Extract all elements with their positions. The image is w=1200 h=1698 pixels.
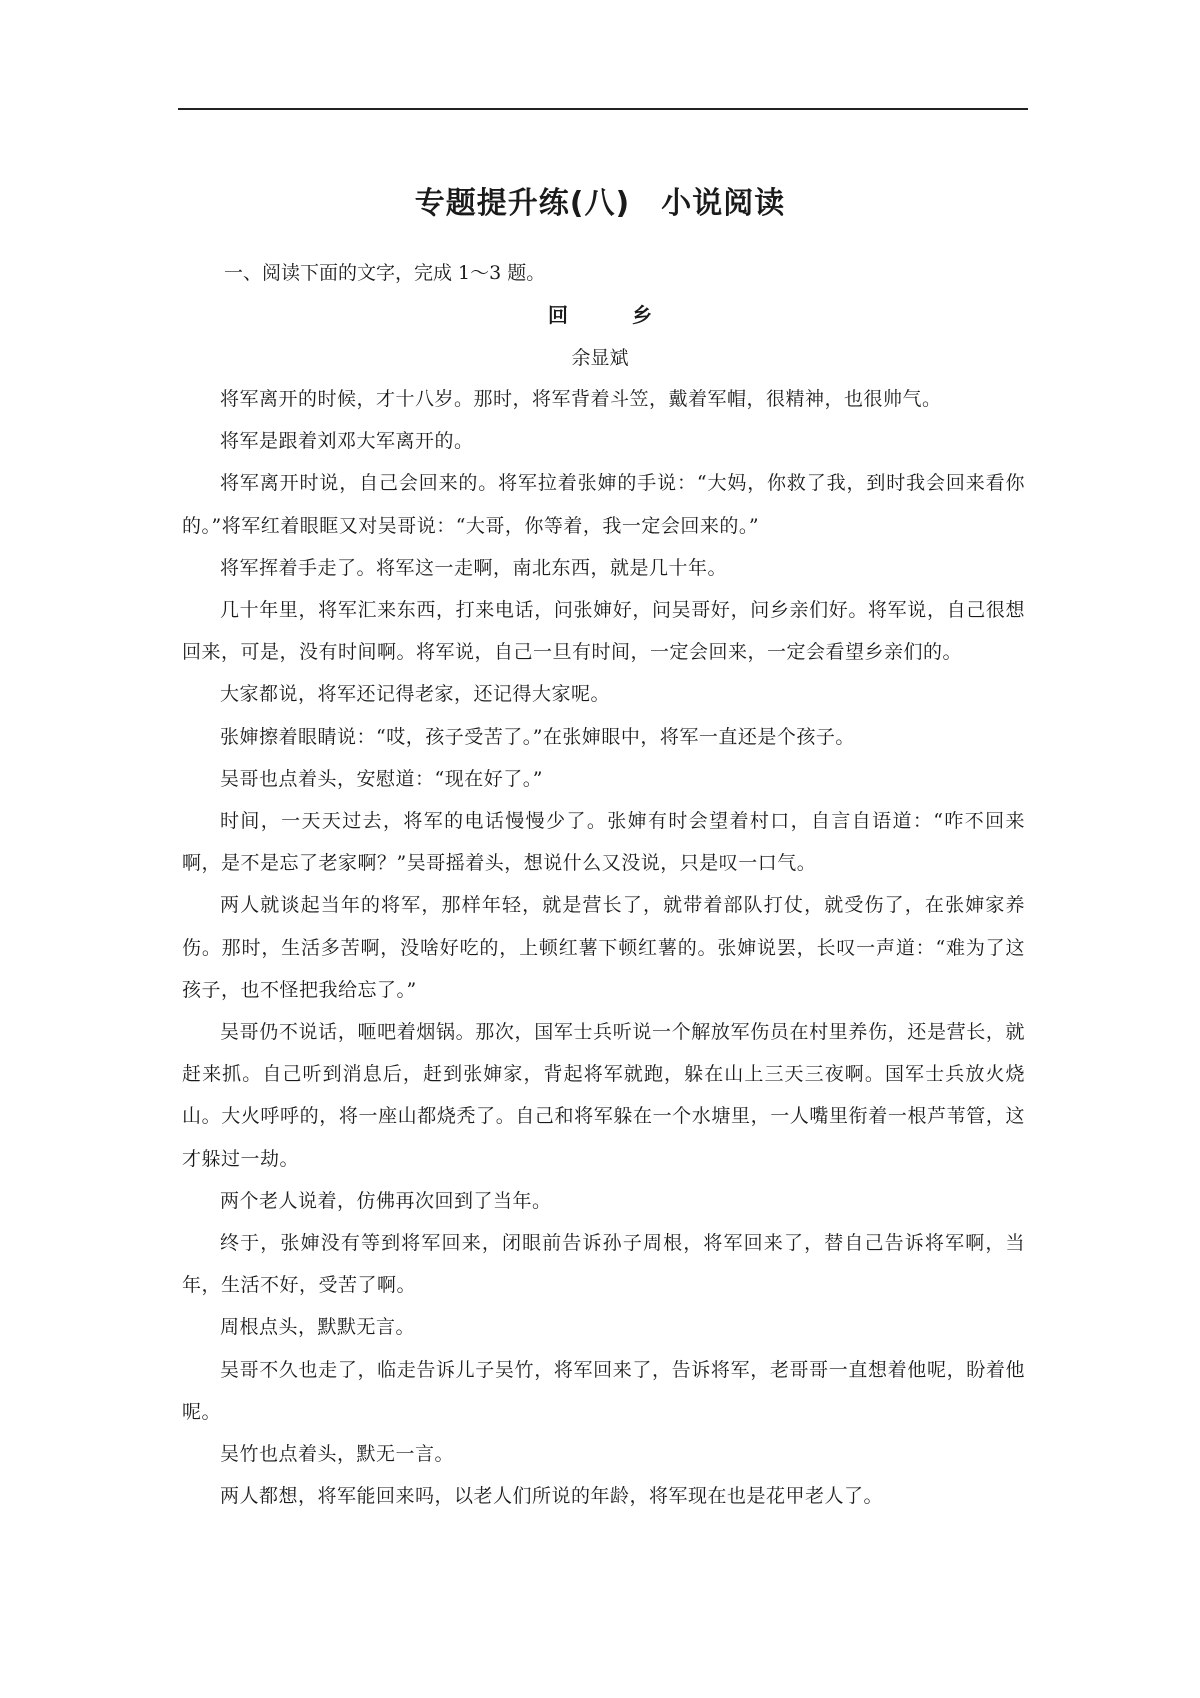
paragraph: 吴竹也点着头，默无一言。: [220, 1443, 455, 1466]
paragraph: 吴哥也点着头，安慰道：“现在好了。”: [220, 767, 543, 790]
paragraph: 吴哥不久也走了，临走告诉儿子吴竹，将军回来了，告诉将军，老哥哥一直想着他呢，盼着他呢。: [182, 1358, 1025, 1423]
story-author: 余显斌: [571, 347, 629, 369]
paragraph: 将军是跟着刘邓大军离开的。: [220, 430, 474, 453]
paragraph: 两人就谈起当年的将军，那样年轻，就是营长了，就带着部队打仗，就受伤了，在张婶家养伤。那时，生活多苦啊，没啥好吃的，上顿红薯下顿红薯的。张婶说罢，长叹一声道：“难为了这孩子，也不怪把我给忘了。”: [182, 894, 1025, 1001]
question-instruction: 一、阅读下面的文字，完成 1～3 题。: [224, 262, 546, 284]
paragraph: 两人都想，将军能回来吗，以老人们所说的年龄，将军现在也是花甲老人了。: [220, 1485, 884, 1508]
paragraph: 几十年里，将军汇来东西，打来电话，问张婶好，问吴哥好，问乡亲们好。将军说，自己很想回来，可是，没有时间啊。将军说，自己一旦有时间，一定会回来，一定会看望乡亲们的。: [182, 599, 1025, 664]
story-body: [182, 378, 1025, 1517]
paragraph: 张婶擦着眼睛说：“哎，孩子受苦了。”在张婶眼中，将军一直还是个孩子。: [220, 725, 855, 748]
paragraph: 吴哥仍不说话，咂吧着烟锅。那次，国军士兵听说一个解放军伤员在村里养伤，还是营长，就赶来抓。自己听到消息后，赶到张婶家，背起将军就跑，躲在山上三天三夜啊。国军士兵放火烧山。大火呼呼的，将一座山都烧秃了。自己和将军躲在一个水塘里，一人嘴里衔着一根芦苇管，这才躲过一劫。: [182, 1021, 1025, 1170]
paragraph: 时间，一天天过去，将军的电话慢慢少了。张婶有时会望着村口，自言自语道：“咋不回来啊，是不是忘了老家啊？”吴哥摇着头，想说什么又没说，只是叹一口气。: [182, 810, 1025, 875]
header-rule: [178, 108, 1028, 110]
paragraph: 两个老人说着，仿佛再次回到了当年。: [220, 1189, 552, 1212]
paragraph: 将军挥着手走了。将军这一走啊，南北东西，就是几十年。: [220, 556, 728, 579]
document-title: 专题提升练(八) 小说阅读: [414, 186, 786, 221]
paragraph: 周根点头，默默无言。: [220, 1316, 416, 1339]
paragraph: 将军离开的时候，才十八岁。那时，将军背着斗笠，戴着军帽，很精神，也很帅气。: [220, 388, 942, 410]
paragraph: 将军离开时说，自己会回来的。将军拉着张婶的手说：“大妈，你救了我，到时我会回来看你的。”将军红着眼眶又对吴哥说：“大哥，你等着，我一定会回来的。”: [182, 472, 1025, 537]
story-title: 回 乡: [548, 303, 674, 327]
paragraph: 大家都说，将军还记得老家，还记得大家呢。: [220, 683, 611, 706]
paragraph: 终于，张婶没有等到将军回来，闭眼前告诉孙子周根，将军回来了，替自己告诉将军啊，当年，生活不好，受苦了啊。: [182, 1232, 1025, 1297]
